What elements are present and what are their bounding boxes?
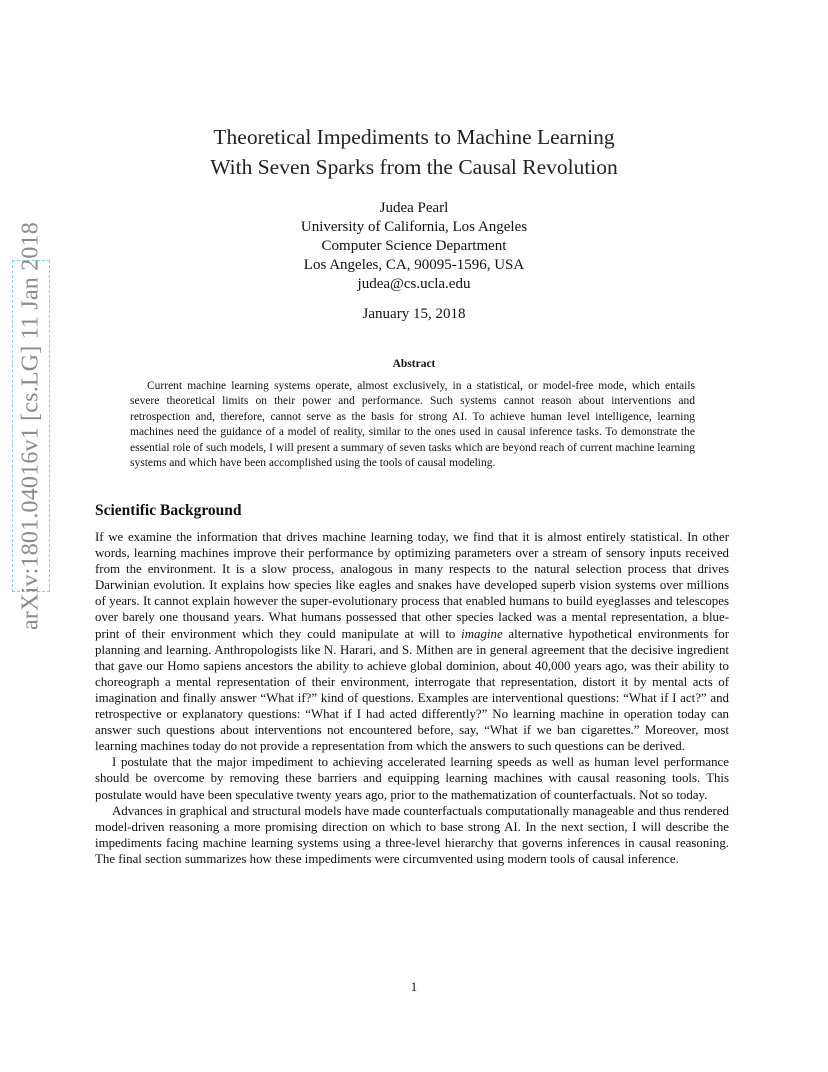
- paragraph-1-italic: imagine: [461, 626, 503, 641]
- abstract-text: Current machine learning systems operate, almost exclusively, in a statistical, or model-free mode, which entails severe theoretical limits on their power and performance. Such systems cannot reason about interventions and retrospection and, therefore, cannot serve as the basis for strong AI. To achieve human level intelligence, learning machines need the guidance of a model of reality, similar to the ones used in causal inference tasks. To demonstrate the essential role of such models, I will present a summary of seven tasks which are beyond reach of current machine learning systems and which have been accomplished using the tools of causal modeling.: [130, 380, 695, 470]
- author-affiliation-2: Computer Science Department: [321, 238, 507, 254]
- title-line-2: With Seven Sparks from the Causal Revolution: [210, 155, 618, 179]
- author-block: [180, 199, 648, 294]
- page-number: 1: [410, 980, 418, 994]
- author-name: Judea Pearl: [379, 200, 449, 216]
- author-address: Los Angeles, CA, 90095-1596, USA: [303, 257, 525, 273]
- paragraph-1: [95, 529, 729, 754]
- paper-date: January 15, 2018: [362, 306, 466, 322]
- paragraph-3: Advances in graphical and structural models have made counterfactuals computationally manageable and thus rendered model-driven reasoning a more promising direction on which to base strong AI. In the next section, I will describe the impediments facing machine learning systems using a three-level hierarchy that governs inferences in causal reasoning. The final section summarizes how these impediments were circumvented using modern tools of causal inference.: [95, 803, 729, 866]
- paper-title: [120, 122, 708, 182]
- section-heading: Scientific Background: [95, 502, 242, 519]
- arxiv-stamp-text: arXiv:1801.04016v1 [cs.LG] 11 Jan 2018: [17, 222, 44, 630]
- author-affiliation-1: University of California, Los Angeles: [300, 219, 528, 235]
- paragraph-1-part-b: alternative hypothetical environments for planning and learning. Anthropologists like N. Harari, and S. Mithen are in general agreement that the decisive ingredient that gave our Homo sapiens ancestors the ability to achieve global dominion, about 40,000 years ago, was their ability to choreograph a mental representation of their environment, interrogate that representation, distort it by mental acts of imagination and finally answer “What if?” kind of questions. Examples are interventional questions: “What if I act?” and retrospective or explanatory questions: “What if I had acted differently?” No learning machine in operation today can answer such questions about interventions not encountered before, say, “What if we ban cigarettes.” Moreover, most learning machines today do not provide a representation from which the answers to such questions can be derived.: [95, 626, 729, 754]
- author-email: judea@cs.ucla.edu: [357, 276, 471, 292]
- abstract-heading: Abstract: [392, 358, 436, 370]
- section-body: [95, 529, 729, 867]
- arxiv-sidebar-stamp[interactable]: [12, 222, 50, 630]
- title-line-1: Theoretical Impediments to Machine Learning: [213, 125, 615, 149]
- paragraph-2: I postulate that the major impediment to achieving accelerated learning speeds as well as human level performance should be overcome by removing these barriers and equipping learning machines with causal reasoning tools. This postulate would have been speculative twenty years ago, prior to the mathematization of counterfactuals. Not so today.: [95, 755, 729, 802]
- paragraph-1-part-a: If we examine the information that drives machine learning today, we find that it is almost entirely statistical. In other words, learning machines improve their performance by optimizing parameters over a stream of sensory inputs received from the environment. It is a slow process, analogous in many respects to the natural selection process that drives Darwinian evolution. It explains how species like eagles and snakes have developed superb vision systems over millions of years. It cannot explain however the super-evolutionary process that enabled humans to build eyeglasses and telescopes over barely one thousand years. What humans possessed that other species lacked was a mental representation, a blue-print of their environment which they could manipulate at will to: [95, 530, 729, 641]
